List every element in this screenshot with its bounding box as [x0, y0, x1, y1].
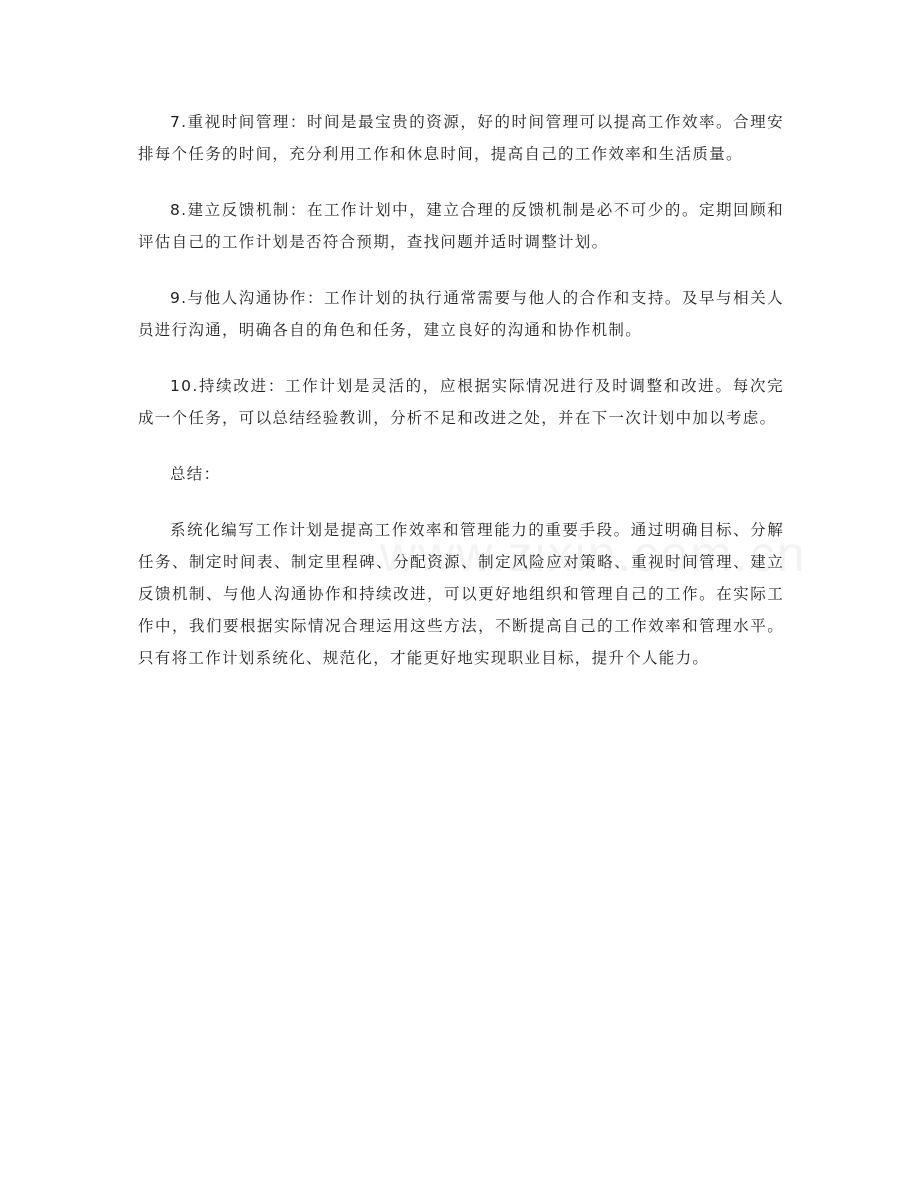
paragraph-feedback-mechanism: 8.建立反馈机制：在工作计划中，建立合理的反馈机制是必不可少的。定期回顾和评估自己的工作计划是否符合预期，查找问题并适时调整计划。: [138, 201, 784, 251]
summary-heading: 总结：: [170, 465, 221, 483]
paragraph-continuous-improvement: 10.持续改进：工作计划是灵活的，应根据实际情况进行及时调整和改进。每次完成一个任务，可以总结经验教训，分析不足和改进之处，并在下一次计划中加以考虑。: [138, 377, 784, 427]
summary-paragraph: 系统化编写工作计划是提高工作效率和管理能力的重要手段。通过明确目标、分解任务、制定时间表、制定里程碑、分配资源、制定风险应对策略、重视时间管理、建立反馈机制、与他人沟通协作和持续改进，可以更好地组织和管理自己的工作。在实际工作中，我们要根据实际情况合理运用这些方法，不断提高自己的工作效率和管理水平。只有将工作计划系统化、规范化，才能更好地实现职业目标，提升个人能力。: [138, 521, 784, 667]
document-body: [138, 106, 784, 698]
paragraph-time-management: 7.重视时间管理：时间是最宝贵的资源，好的时间管理可以提高工作效率。合理安排每个任务的时间，充分利用工作和休息时间，提高自己的工作效率和生活质量。: [138, 113, 784, 163]
paragraph-communication: 9.与他人沟通协作：工作计划的执行通常需要与他人的合作和支持。及早与相关人员进行沟通，明确各自的角色和任务，建立良好的沟通和协作机制。: [138, 289, 784, 339]
